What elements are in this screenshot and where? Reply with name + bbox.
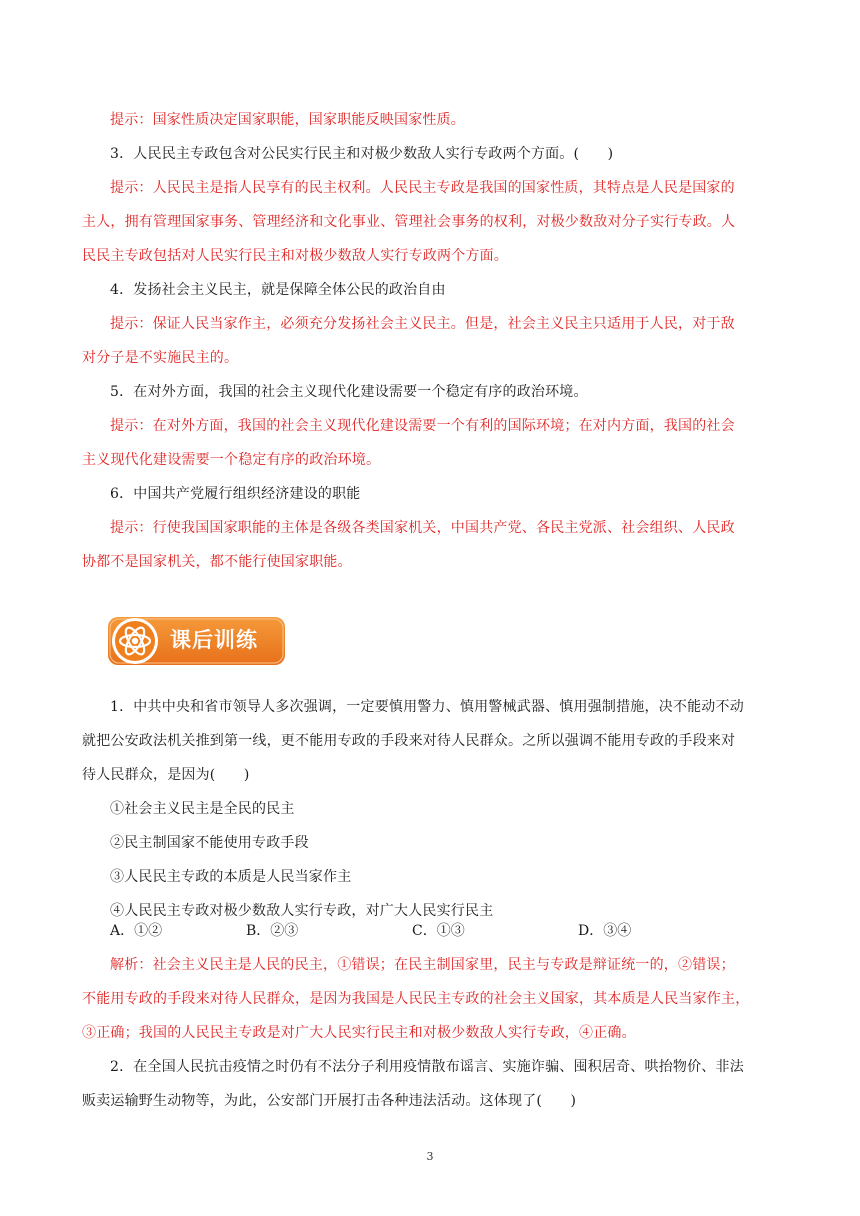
analysis-line: 不能用专政的手段来对待人民群众，是因为我国是人民民主专政的社会主义国家，其本质是人民当家作主，	[82, 991, 750, 1007]
hint-line: 提示：保证人民当家作主，必须充分发扬社会主义民主。但是，社会主义民主只适用于人民，对于敌	[110, 316, 735, 332]
statement-item: ①社会主义民主是全民的民主	[110, 801, 295, 817]
hint-line: 主义现代化建设需要一个稳定有序的政治环境。	[82, 452, 381, 468]
judgment-item-5	[82, 375, 782, 477]
hint-line: 提示：在对外方面，我国的社会主义现代化建设需要一个有利的国际环境；在对内方面，我国的社会	[110, 418, 735, 434]
statement-item: ③人民民主专政的本质是人民当家作主	[110, 869, 352, 885]
question-stem-line: 待人民群众，是因为( )	[82, 767, 250, 783]
analysis-line: ③正确；我国的人民民主专政是对广大人民实行民主和对极少数敌人实行专政，④正确。	[82, 1025, 636, 1041]
hint-line: 提示：国家性质决定国家职能，国家职能反映国家性质。	[110, 112, 465, 128]
option-b: B．②③	[246, 923, 299, 939]
question-stem-line: 1．中共中央和省市领导人多次强调，一定要慎用警力、慎用警械武器、慎用强制措施，决不能动不动	[110, 699, 744, 715]
judgment-statement: 4．发扬社会主义民主，就是保障全体公民的政治自由	[110, 282, 446, 298]
statement-item: ④人民民主专政对极少数敌人实行专政，对广大人民实行民主	[110, 903, 494, 919]
question-2-stem	[82, 1050, 782, 1118]
hint-line: 民民主专政包括对人民实行民主和对极少数敌人实行专政两个方面。	[82, 248, 508, 264]
question-1-analysis	[82, 948, 782, 1050]
section-title: 课后训练	[170, 628, 258, 652]
option-d: D．③④	[578, 923, 632, 939]
option-c: C．①③	[412, 923, 465, 939]
judgment-statement: 3．人民民主专政包含对公民实行民主和对极少数敌人实行专政两个方面。( )	[110, 146, 614, 162]
hint-line: 主人，拥有管理国家事务、管理经济和文化事业、管理社会事务的权利，对极少数敌对分子实行专政。人	[82, 214, 736, 230]
hint-line: 提示：人民民主是指人民享有的民主权利。人民民主专政是我国的国家性质，其特点是人民是国家的	[110, 180, 735, 196]
answer-options	[110, 914, 670, 948]
judgment-statement: 5．在对外方面，我国的社会主义现代化建设需要一个稳定有序的政治环境。	[110, 384, 588, 400]
question-1-stem	[82, 690, 782, 928]
question-stem-line: 2．在全国人民抗击疫情之时仍有不法分子利用疫情散布谣言、实施诈骗、囤积居奇、哄抬物价、非法	[110, 1059, 744, 1075]
section-banner	[108, 613, 285, 669]
hint-block-2	[82, 103, 782, 137]
analysis-line: 解析：社会主义民主是人民的民主，①错误；在民主制国家里，民主与专政是辩证统一的，②错误；	[110, 957, 735, 973]
hint-line: 对分子是不实施民主的。	[82, 350, 239, 366]
question-stem-line: 贩卖运输野生动物等，为此，公安部门开展打击各种违法活动。这体现了( )	[82, 1093, 577, 1109]
statement-item: ②民主制国家不能使用专政手段	[110, 835, 309, 851]
judgment-statement: 6．中国共产党履行组织经济建设的职能	[110, 486, 361, 502]
hint-line: 协都不是国家机关，都不能行使国家职能。	[82, 554, 352, 570]
judgment-item-6	[82, 477, 782, 579]
judgment-item-3	[82, 137, 782, 273]
page-number: 3	[426, 1150, 434, 1163]
hint-line: 提示：行使我国国家职能的主体是各级各类国家机关，中国共产党、各民主党派、社会组织、人民政	[110, 520, 735, 536]
judgment-item-4	[82, 273, 782, 375]
option-a: A．①②	[110, 923, 163, 939]
atom-icon	[115, 621, 155, 661]
question-stem-line: 就把公安政法机关推到第一线，更不能用专政的手段来对待人民群众。之所以强调不能用专政的手段来对	[82, 733, 736, 749]
